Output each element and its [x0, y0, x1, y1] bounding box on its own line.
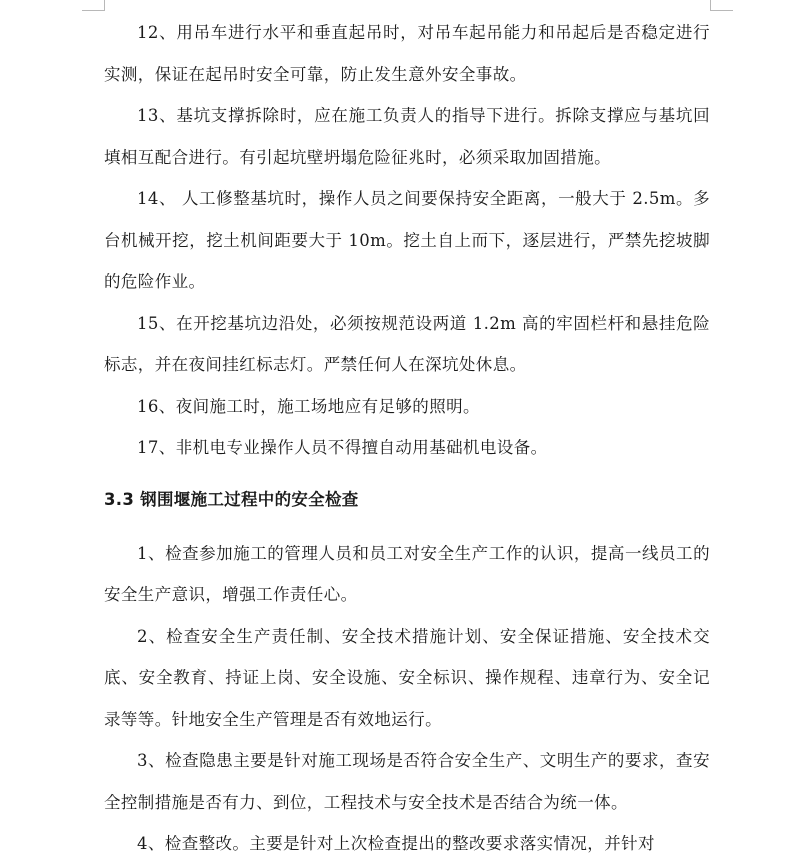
crop-mark-top-left — [82, 0, 105, 11]
paragraph-check-4: 4、检查整改。主要是针对上次检查提出的整改要求落实情况，并针对 — [137, 834, 655, 853]
paragraph-item-15: 15、在开挖基坑边沿处，必须按规范设两道 1.2m 高的牢固栏杆和悬挂危险标志，并在夜间挂红标志灯。严禁任何人在深坑处休息。 — [104, 313, 710, 374]
paragraph-check-2: 2、检查安全生产责任制、安全技术措施计划、安全保证措施、安全技术交底、安全教育、持证上岗、安全设施、安全标识、操作规程、违章行为、安全记录等等。针地安全生产管理是否有效地运行。 — [104, 626, 710, 729]
crop-mark-top-right — [710, 0, 733, 11]
paragraph-check-3: 3、检查隐患主要是针对施工现场是否符合安全生产、文明生产的要求，查安全控制措施是否有力、到位，工程技术与安全技术是否结合为统一体。 — [104, 751, 710, 812]
paragraph-item-14: 14、 人工修整基坑时，操作人员之间要保持安全距离，一般大于 2.5m。多台机械开挖，挖土机间距要大于 10m。挖土自上而下，逐层进行，严禁先挖坡脚的危险作业。 — [104, 189, 710, 291]
paragraph-item-13: 13、基坑支撑拆除时，应在施工负责人的指导下进行。拆除支撑应与基坑回填相互配合进行。有引起坑壁坍塌危险征兆时，必须采取加固措施。 — [104, 106, 710, 167]
paragraph-item-12: 12、用吊车进行水平和垂直起吊时，对吊车起吊能力和吊起后是否稳定进行实测，保证在起吊时安全可靠，防止发生意外安全事故。 — [104, 23, 710, 84]
section-heading: 3.3 钢围堰施工过程中的安全检查 — [104, 489, 359, 509]
paragraph-check-1: 1、检查参加施工的管理人员和员工对安全生产工作的认识，提高一线员工的安全生产意识，增强工作责任心。 — [104, 543, 710, 604]
paragraph-item-17: 17、非机电专业操作人员不得擅自动用基础机电设备。 — [137, 438, 548, 457]
document-body — [104, 12, 710, 865]
paragraph-item-16: 16、夜间施工时，施工场地应有足够的照明。 — [137, 396, 480, 416]
